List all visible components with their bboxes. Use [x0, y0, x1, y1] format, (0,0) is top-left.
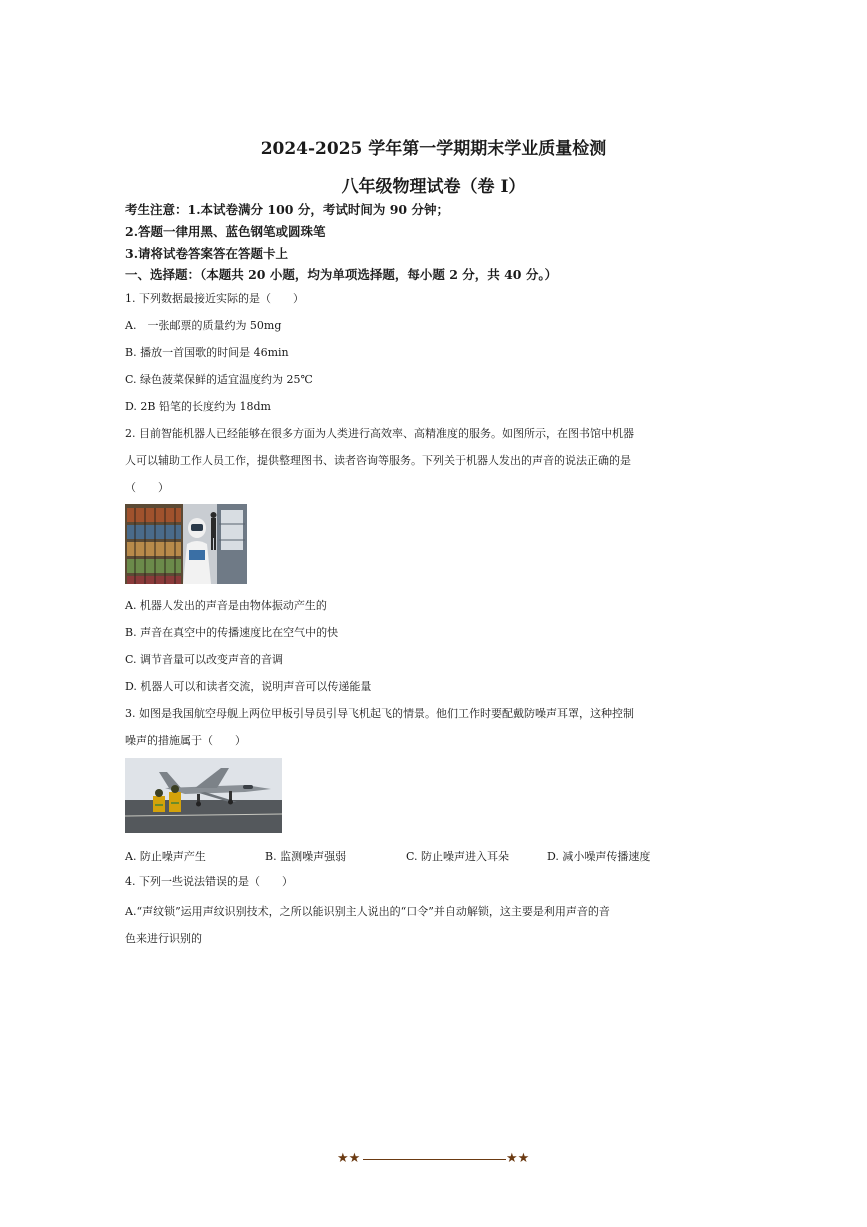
footer-star-right-icon: ★★ [506, 1151, 530, 1166]
question-2-option-b: B. 声音在真空中的传播速度比在空气中的快 [125, 626, 339, 639]
question-3-option-c: C. 防止噪声进入耳朵 [406, 850, 510, 863]
question-2-stem-line-2: 人可以辅助工作人员工作，提供整理图书、读者咨询等服务。下列关于机器人发出的声音的说法正确的是 [125, 454, 631, 467]
question-2-stem-line-3: （ ） [125, 481, 169, 494]
question-2-option-a: A. 机器人发出的声音是由物体振动产生的 [125, 599, 327, 612]
exam-subtitle: 八年级物理试卷（卷 I） [341, 177, 526, 197]
question-1-option-b: B. 播放一首国歌的时间是 46min [125, 346, 289, 359]
question-3-option-d: D. 减小噪声传播速度 [547, 850, 651, 863]
footer-star-left-icon: ★★ [337, 1151, 361, 1166]
page-footer-ornament [337, 1151, 532, 1167]
library-robot-image [125, 504, 247, 584]
question-1-option-d: D. 2B 铅笔的长度约为 18dm [125, 400, 271, 413]
question-2-option-c: C. 调节音量可以改变声音的音调 [125, 653, 284, 666]
exam-title: 2024-2025 学年第一学期期末学业质量检测 [260, 139, 607, 159]
section-heading: 一、选择题：（本题共 20 小题，均为单项选择题，每小题 2 分，共 40 分。） [125, 267, 558, 282]
question-4-option-a-line-2: 色来进行识别的 [125, 932, 202, 945]
question-2-option-d: D. 机器人可以和读者交流，说明声音可以传递能量 [125, 680, 372, 693]
notice-line-2: 2.答题一律用黑、蓝色钢笔或圆珠笔 [125, 224, 326, 239]
question-3-option-b: B. 监测噪声强弱 [265, 850, 347, 863]
question-2-stem-line-1: 2. 目前智能机器人已经能够在很多方面为人类进行高效率、高精准度的服务。如图所示，在图书馆中机器 [125, 427, 634, 440]
question-1-option-c: C. 绿色菠菜保鲜的适宜温度约为 25℃ [125, 373, 313, 386]
question-1-option-a: A. 一张邮票的质量约为 50mg [125, 319, 282, 332]
question-3-option-a: A. 防止噪声产生 [125, 850, 206, 863]
question-4-option-a-line-1: A.“声纹锁”运用声纹识别技术，之所以能识别主人说出的“口令”并自动解锁，这主要是利用声音的音 [125, 905, 610, 918]
question-1-stem: 1. 下列数据最接近实际的是（ ） [125, 292, 304, 305]
question-3-stem-line-2: 噪声的措施属于（ ） [125, 734, 246, 747]
notice-line-1: 考生注意：1.本试卷满分 100 分，考试时间为 90 分钟； [125, 202, 449, 217]
carrier-deck-image [125, 758, 282, 833]
footer-divider [363, 1159, 506, 1160]
question-4-stem: 4. 下列一些说法错误的是（ ） [125, 875, 293, 888]
notice-line-3: 3.请将试卷答案答在答题卡上 [125, 246, 289, 261]
question-3-stem-line-1: 3. 如图是我国航空母舰上两位甲板引导员引导飞机起飞的情景。他们工作时要配戴防噪声耳罩，这种控制 [125, 707, 634, 720]
